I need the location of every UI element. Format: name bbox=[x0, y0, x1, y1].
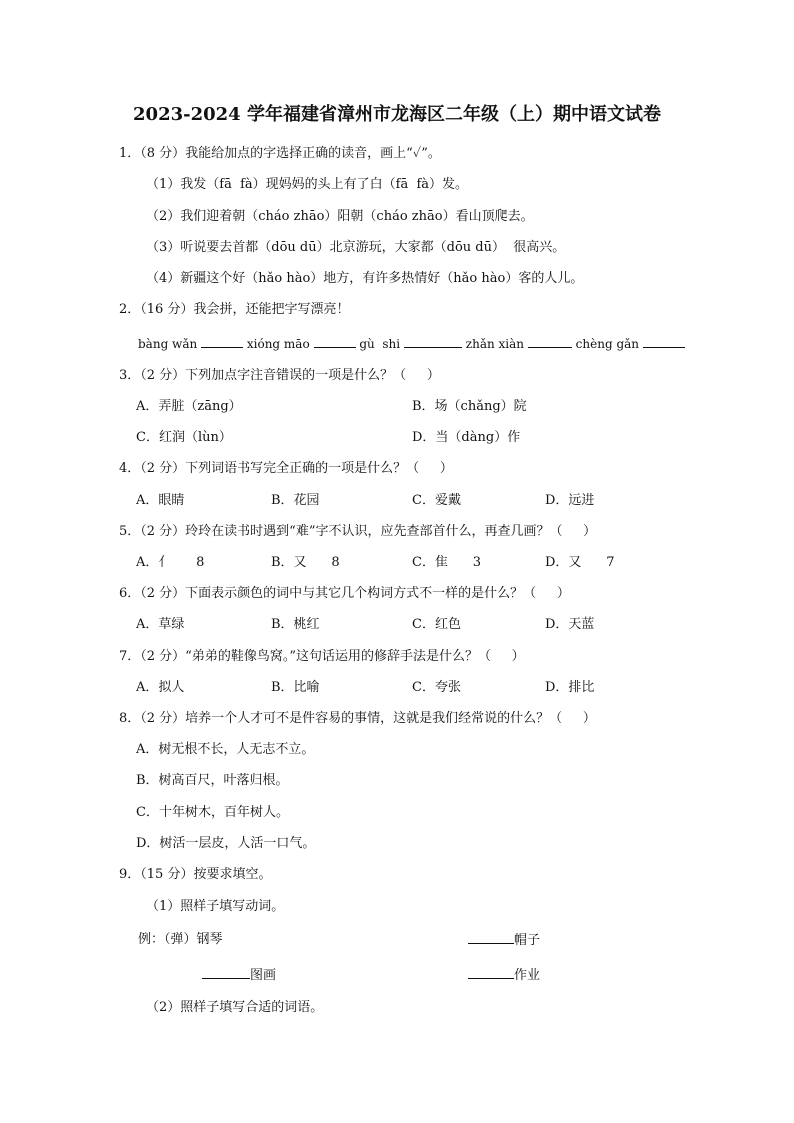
question-6-stem: 6．（2 分）下面表示颜色的词中与其它几个构词方式不一样的是什么？（ ） bbox=[119, 586, 570, 601]
option-c[interactable]: C．夸张 bbox=[412, 680, 461, 695]
answer-blank[interactable] bbox=[528, 335, 572, 348]
pinyin-item: gù shi bbox=[359, 337, 401, 351]
option-c[interactable]: C．爱戴 bbox=[412, 493, 461, 508]
option-c[interactable]: C．红色 bbox=[412, 617, 461, 632]
question-9-part-2: （2）照样子填写合适的词语。 bbox=[146, 1000, 324, 1015]
option-c[interactable]: C．隹 3 bbox=[412, 555, 482, 570]
fill-item bbox=[202, 966, 276, 985]
option-a[interactable]: A．眼睛 bbox=[136, 493, 185, 508]
question-1-item-1: （1）我发（fā fà）现妈妈的头上有了白（fā fà）发。 bbox=[146, 177, 469, 192]
pinyin-item: chèng gǎn bbox=[575, 337, 640, 351]
option-b[interactable]: B．桃红 bbox=[271, 617, 320, 632]
option-a[interactable]: A．亻 8 bbox=[136, 555, 205, 570]
option-d[interactable]: D．远进 bbox=[545, 493, 595, 508]
fill-item bbox=[468, 931, 540, 950]
question-4-stem: 4．（2 分）下列词语书写完全正确的一项是什么？（ ） bbox=[119, 461, 453, 476]
option-c[interactable]: C．十年树木，百年树人。 bbox=[136, 805, 289, 820]
option-d[interactable]: D．天蓝 bbox=[545, 617, 595, 632]
fill-word: 作业 bbox=[514, 968, 541, 983]
answer-blank[interactable] bbox=[201, 335, 243, 348]
question-8-stem: 8．（2 分）培养一个人才可不是件容易的事情，这就是我们经常说的什么？（ ） bbox=[119, 711, 596, 726]
option-b[interactable]: B．比喻 bbox=[271, 680, 320, 695]
pinyin-item: xióng māo bbox=[246, 337, 310, 351]
page-title: 2023-2024 学年福建省漳州市龙海区二年级（上）期中语文试卷 bbox=[133, 104, 661, 125]
option-b[interactable]: B．又 8 bbox=[271, 555, 340, 570]
option-a[interactable]: A．草绿 bbox=[136, 617, 185, 632]
answer-blank[interactable] bbox=[643, 335, 685, 348]
question-9-stem: 9．（15 分）按要求填空。 bbox=[119, 867, 272, 882]
option-d[interactable]: D．树活一层皮，人活一口气。 bbox=[136, 836, 316, 851]
option-a[interactable]: A．树无根不长，人无志不立。 bbox=[136, 742, 315, 757]
example-label: 例：（弹）钢琴 bbox=[138, 932, 223, 947]
pinyin-item: zhǎn xiàn bbox=[465, 337, 525, 351]
answer-blank[interactable] bbox=[404, 335, 462, 348]
answer-blank[interactable] bbox=[314, 335, 356, 348]
answer-blank[interactable] bbox=[468, 966, 514, 979]
question-1-stem: 1．（8 分）我能给加点的字选择正确的读音，画上“✓”。 bbox=[119, 146, 441, 161]
answer-blank[interactable] bbox=[202, 966, 250, 979]
question-1-item-4: （4）新疆这个好（hǎo hào）地方，有许多热情好（hǎo hào）客的人儿。 bbox=[146, 271, 584, 286]
question-7-stem: 7．（2 分）“弟弟的鞋像鸟窝。”这句话运用的修辞手法是什么？（ ） bbox=[119, 649, 525, 664]
option-c[interactable]: C．红润（lùn） bbox=[136, 430, 232, 445]
pinyin-item: bàng wǎn bbox=[138, 337, 198, 351]
option-a[interactable]: A．拟人 bbox=[136, 680, 185, 695]
option-d[interactable]: D．又 7 bbox=[545, 555, 615, 570]
fill-word: 帽子 bbox=[514, 933, 541, 948]
question-5-stem: 5．（2 分）玲玲在读书时遇到“难”字不认识，应先查部首什么，再查几画？（ ） bbox=[119, 524, 597, 539]
question-9-part-1: （1）照样子填写动词。 bbox=[146, 899, 285, 914]
answer-blank[interactable] bbox=[468, 931, 514, 944]
question-3-stem: 3．（2 分）下列加点字注音错误的一项是什么？（ ） bbox=[119, 368, 440, 383]
fill-word: 图画 bbox=[250, 968, 277, 983]
fill-item bbox=[468, 966, 540, 985]
option-b[interactable]: B．树高百尺，叶落归根。 bbox=[136, 773, 289, 788]
question-1-item-2: （2）我们迎着朝（cháo zhāo）阳朝（cháo zhāo）看山顶爬去。 bbox=[146, 209, 534, 224]
option-d[interactable]: D．当（dàng）作 bbox=[412, 430, 521, 445]
option-b[interactable]: B．场（chǎng）院 bbox=[412, 399, 527, 414]
question-1-item-3: （3）听说要去首都（dōu dū）北京游玩，大家都（dōu dū） 很高兴。 bbox=[146, 240, 566, 255]
question-2-stem: 2．（16 分）我会拼，还能把字写漂亮！ bbox=[119, 302, 350, 317]
pinyin-row bbox=[138, 335, 685, 353]
option-d[interactable]: D．排比 bbox=[545, 680, 595, 695]
option-b[interactable]: B．花园 bbox=[271, 493, 320, 508]
option-a[interactable]: A．弄脏（zāng） bbox=[136, 399, 242, 414]
